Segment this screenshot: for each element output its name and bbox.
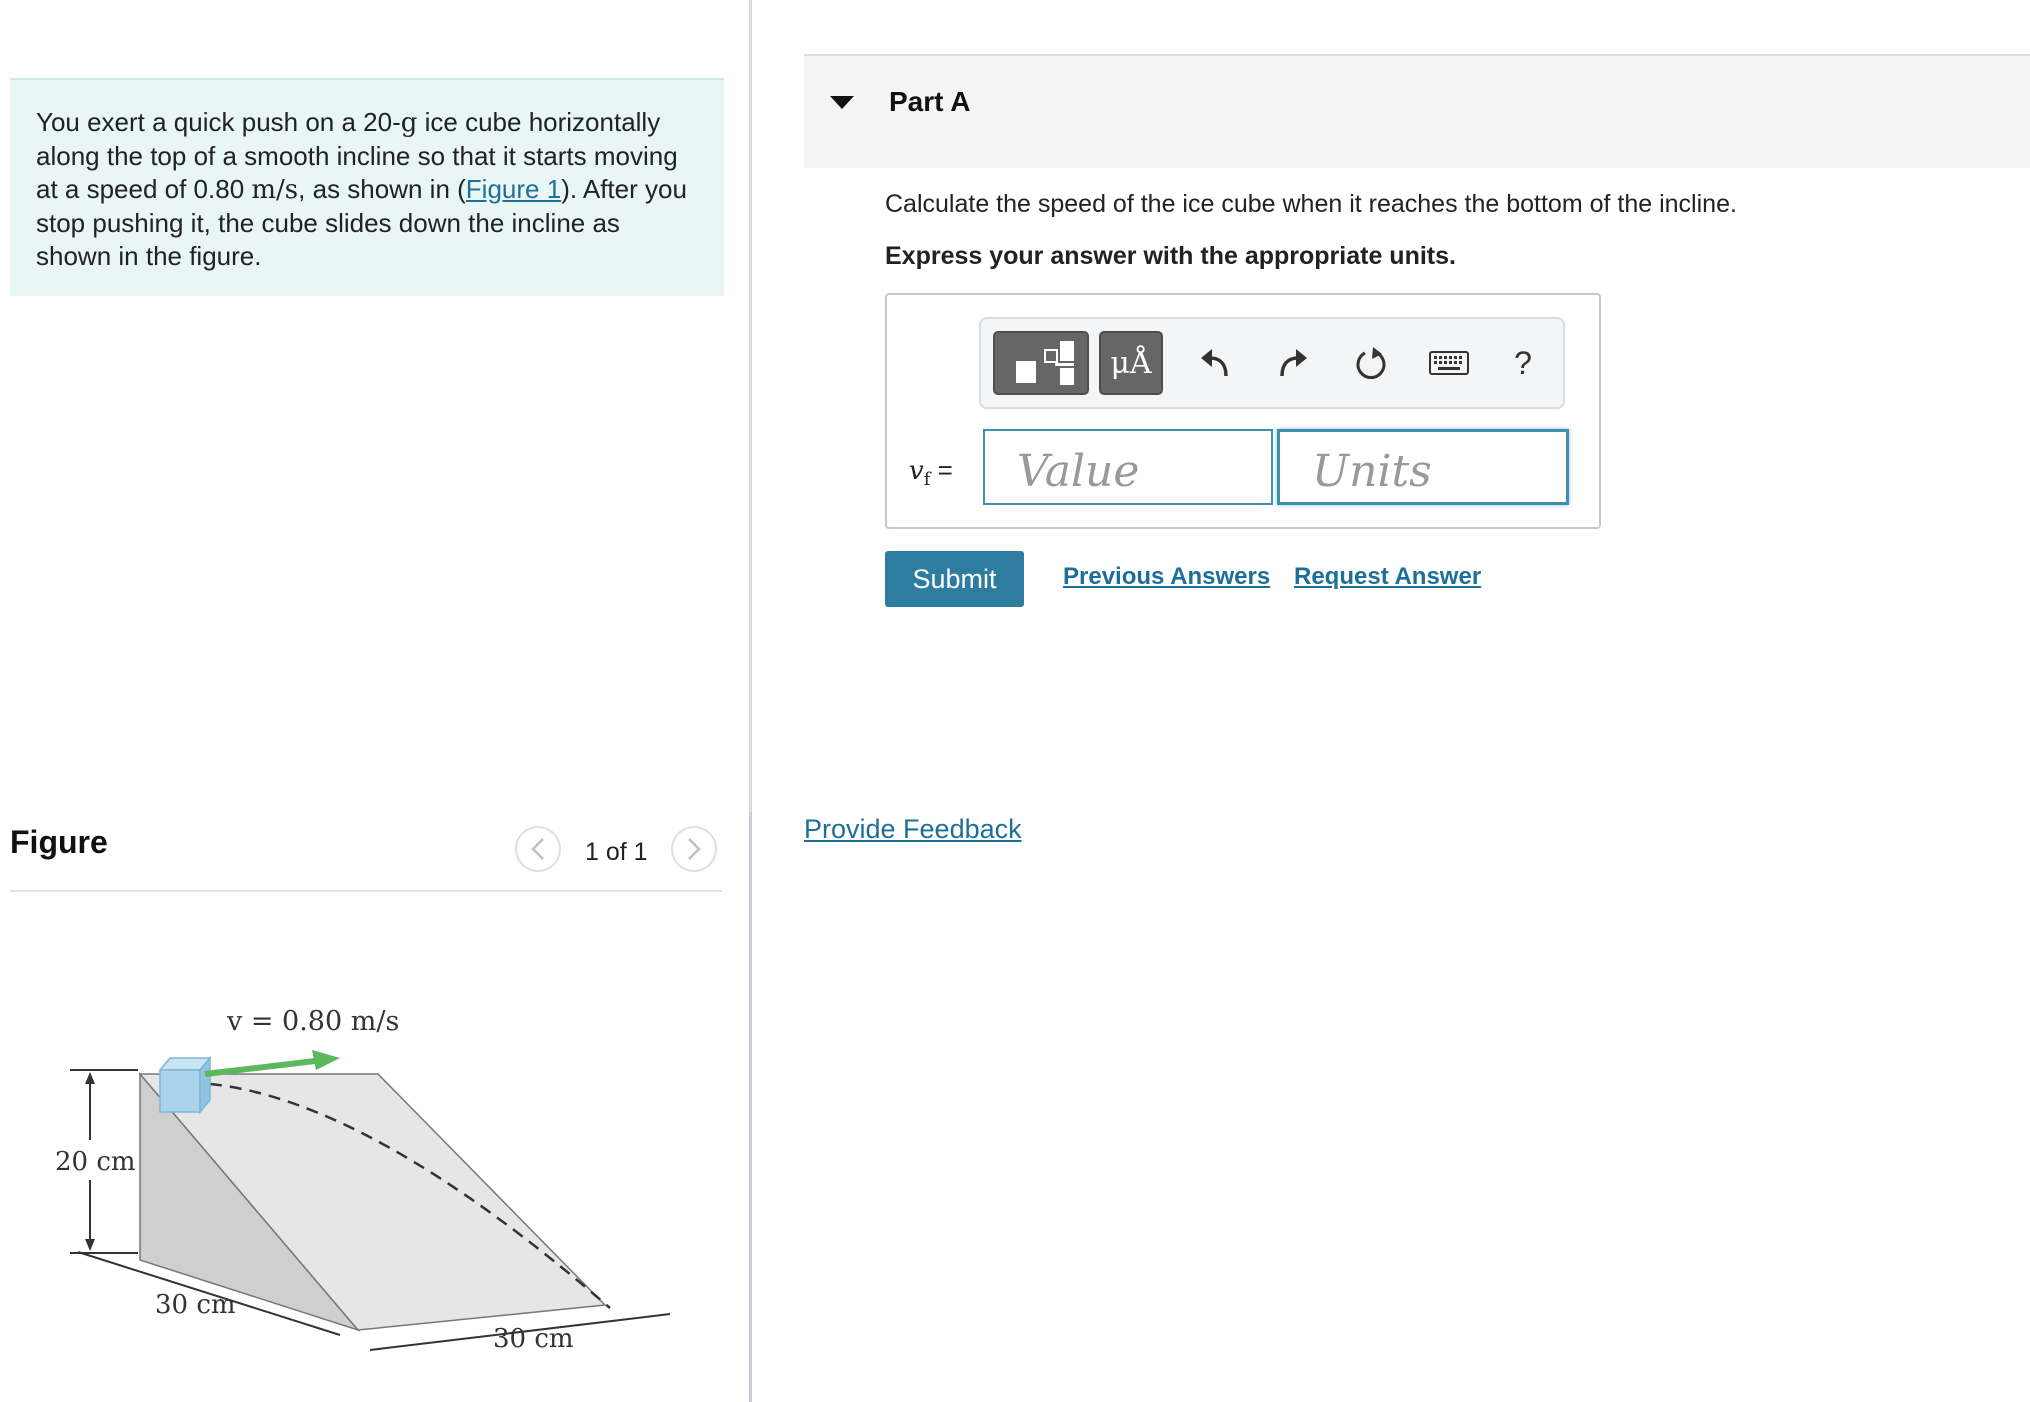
problem-text: You exert a quick push on a 20- bbox=[36, 107, 401, 137]
part-a-header[interactable] bbox=[804, 54, 2030, 168]
submit-button[interactable]: Submit bbox=[885, 551, 1024, 607]
figure-page-count: 1 of 1 bbox=[585, 838, 648, 866]
redo-button[interactable] bbox=[1271, 341, 1315, 385]
help-icon: ? bbox=[1514, 344, 1532, 381]
caret-down-icon[interactable] bbox=[830, 96, 854, 109]
reset-icon bbox=[1353, 345, 1389, 381]
question-text: Calculate the speed of the ice cube when it reaches the bottom of the incline. bbox=[885, 190, 1737, 218]
depth-label: 30 cm bbox=[155, 1290, 236, 1320]
height-arrowhead-top bbox=[85, 1072, 95, 1084]
part-title: Part A bbox=[889, 86, 971, 117]
height-label: 20 cm bbox=[55, 1147, 136, 1177]
width-label: 30 cm bbox=[493, 1324, 574, 1354]
chevron-left-icon bbox=[529, 836, 547, 862]
problem-statement bbox=[10, 78, 724, 296]
request-answer-link[interactable]: Request Answer bbox=[1294, 563, 1482, 590]
figure-next-button[interactable] bbox=[671, 826, 717, 872]
problem-text: ). After you stop pushing it, the cube slides down the incline as shown in the figure. bbox=[36, 174, 687, 271]
math-toolbar bbox=[979, 317, 1565, 409]
height-arrowhead-bottom bbox=[85, 1239, 95, 1251]
redo-icon bbox=[1276, 346, 1310, 380]
units-button[interactable] bbox=[1099, 331, 1163, 395]
figure-prev-button[interactable] bbox=[515, 826, 561, 872]
velocity-arrow bbox=[205, 1061, 315, 1074]
figure-header bbox=[10, 820, 722, 892]
velocity-arrowhead bbox=[312, 1050, 340, 1070]
ice-cube bbox=[160, 1058, 210, 1112]
templates-icon bbox=[1006, 339, 1076, 387]
instruction-text: Express your answer with the appropriate units. bbox=[885, 242, 1456, 270]
problem-text: , as shown in ( bbox=[298, 174, 466, 204]
keyboard-button[interactable] bbox=[1427, 341, 1471, 385]
units-input[interactable] bbox=[1277, 429, 1569, 505]
help-button[interactable] bbox=[1501, 341, 1545, 385]
answer-variable-label bbox=[909, 455, 953, 490]
chevron-right-icon bbox=[685, 836, 703, 862]
equals-sign: = bbox=[937, 455, 953, 485]
velocity-label: v = 0.80 m/s bbox=[227, 1006, 400, 1037]
mass-unit: g bbox=[400, 108, 418, 138]
speed-unit: m/s bbox=[251, 175, 299, 205]
column-divider-scroll[interactable] bbox=[749, 812, 752, 1402]
units-icon: μÅ bbox=[1110, 345, 1152, 381]
value-input[interactable] bbox=[983, 429, 1273, 505]
templates-button[interactable] bbox=[993, 331, 1089, 395]
incline-illustration bbox=[40, 990, 690, 1370]
previous-answers-link[interactable]: Previous Answers bbox=[1063, 563, 1271, 590]
undo-icon bbox=[1198, 346, 1232, 380]
answer-box bbox=[885, 293, 1601, 529]
reset-button[interactable] bbox=[1349, 341, 1393, 385]
variable-subscript: f bbox=[923, 469, 931, 491]
problem-text: ice cube horizontally along the top of a smooth incline so that it starts moving at a speed of 0.80 bbox=[36, 107, 678, 204]
undo-button[interactable] bbox=[1193, 341, 1237, 385]
variable-symbol: v bbox=[909, 456, 924, 486]
keyboard-icon bbox=[1429, 350, 1469, 376]
provide-feedback-link[interactable]: Provide Feedback bbox=[804, 814, 1022, 844]
figure-title: Figure bbox=[10, 824, 108, 860]
figure-link[interactable]: Figure 1 bbox=[465, 174, 562, 204]
